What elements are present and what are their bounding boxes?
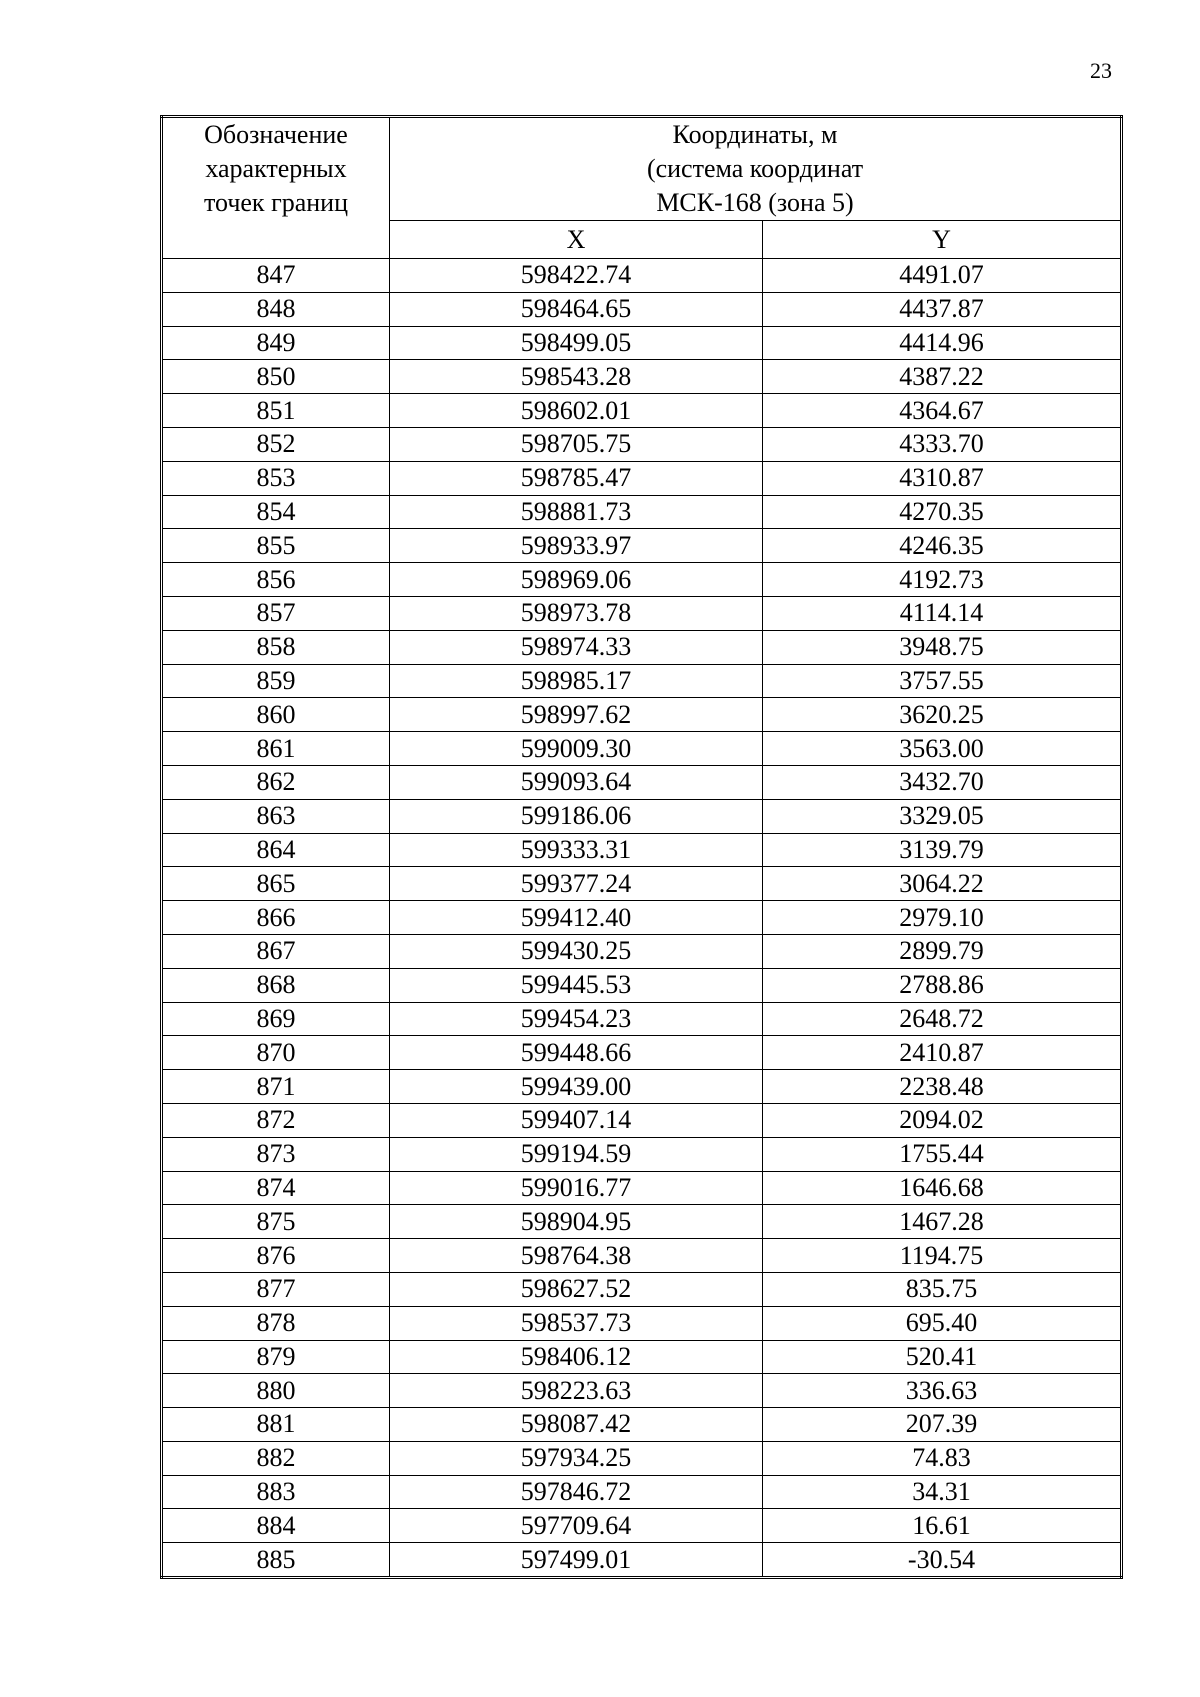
table-row [162,732,1122,766]
table-row [162,1306,1122,1340]
table-row [162,563,1122,597]
x-coordinate-cell: 599016.77 [390,1171,763,1205]
x-coordinate-cell: 598997.62 [390,698,763,732]
y-coordinate-cell: 2788.86 [763,968,1122,1002]
table-row [162,495,1122,529]
x-coordinate-cell: 598904.95 [390,1205,763,1239]
point-cell: 876 [162,1239,390,1273]
point-cell: 860 [162,698,390,732]
y-coordinate-cell: 4333.70 [763,427,1122,461]
x-coordinate-cell: 597709.64 [390,1509,763,1543]
table-row [162,1441,1122,1475]
y-coordinate-cell: 1646.68 [763,1171,1122,1205]
x-coordinate-cell: 598785.47 [390,461,763,495]
table-row [162,833,1122,867]
table-row [162,1509,1122,1543]
x-coordinate-cell: 599445.53 [390,968,763,1002]
point-cell: 853 [162,461,390,495]
x-coordinate-cell: 599439.00 [390,1070,763,1104]
table-row [162,867,1122,901]
point-cell: 864 [162,833,390,867]
point-cell: 866 [162,901,390,935]
table-row [162,1137,1122,1171]
header-row [162,117,1122,221]
point-cell: 874 [162,1171,390,1205]
table-row [162,1036,1122,1070]
x-coordinate-cell: 599454.23 [390,1002,763,1036]
x-coordinate-cell: 598881.73 [390,495,763,529]
coordinates-table [160,115,1123,1579]
point-cell: 880 [162,1374,390,1408]
x-coordinate-cell: 599009.30 [390,732,763,766]
x-coordinate-cell: 599377.24 [390,867,763,901]
point-cell: 868 [162,968,390,1002]
y-coordinate-cell: 835.75 [763,1272,1122,1306]
point-cell: 871 [162,1070,390,1104]
table-row [162,1543,1122,1578]
point-cell: 859 [162,664,390,698]
point-cell: 847 [162,259,390,293]
point-cell: 875 [162,1205,390,1239]
x-coordinate-cell: 598602.01 [390,394,763,428]
y-coordinate-cell: 3139.79 [763,833,1122,867]
x-coordinate-cell: 598537.73 [390,1306,763,1340]
table-row [162,1103,1122,1137]
point-cell: 884 [162,1509,390,1543]
point-cell: 850 [162,360,390,394]
point-cell: 854 [162,495,390,529]
point-cell: 849 [162,326,390,360]
table-row [162,1340,1122,1374]
y-coordinate-cell: 2238.48 [763,1070,1122,1104]
x-coordinate-cell: 598422.74 [390,259,763,293]
point-cell: 857 [162,596,390,630]
x-coordinate-cell: 598973.78 [390,596,763,630]
table-row [162,968,1122,1002]
table-row [162,1239,1122,1273]
table-row [162,360,1122,394]
table-row [162,664,1122,698]
x-coordinate-cell: 599194.59 [390,1137,763,1171]
point-header-line: характерных [205,154,347,183]
y-coordinate-cell: 3329.05 [763,799,1122,833]
table-row [162,461,1122,495]
y-coordinate-cell: 695.40 [763,1306,1122,1340]
table-row [162,1205,1122,1239]
page-number: 23 [1090,58,1112,83]
table-row [162,427,1122,461]
x-coordinate-cell: 599412.40 [390,901,763,935]
table-row [162,765,1122,799]
x-coordinate-cell: 599407.14 [390,1103,763,1137]
point-column-header [162,117,390,259]
y-coordinate-cell: 3948.75 [763,630,1122,664]
y-coordinate-cell: 1467.28 [763,1205,1122,1239]
table-row [162,630,1122,664]
y-coordinate-cell: 4387.22 [763,360,1122,394]
table-row [162,1475,1122,1509]
y-coordinate-cell: 336.63 [763,1374,1122,1408]
x-coordinate-cell: 599093.64 [390,765,763,799]
point-cell: 872 [162,1103,390,1137]
x-coordinate-cell: 598974.33 [390,630,763,664]
point-header-line: Обозначение [204,120,348,149]
table-row [162,1272,1122,1306]
point-cell: 855 [162,529,390,563]
point-cell: 863 [162,799,390,833]
point-cell: 865 [162,867,390,901]
y-coordinate-cell: 2899.79 [763,934,1122,968]
x-coordinate-cell: 597934.25 [390,1441,763,1475]
table-row [162,901,1122,935]
table-row [162,698,1122,732]
x-column-header: X [390,221,763,259]
y-coordinate-cell: 4192.73 [763,563,1122,597]
coordinates-header-line: (система координат [646,154,864,183]
table-row [162,1374,1122,1408]
point-cell: 869 [162,1002,390,1036]
x-coordinate-cell: 598087.42 [390,1408,763,1442]
point-cell: 881 [162,1408,390,1442]
point-cell: 856 [162,563,390,597]
y-coordinate-cell: 4491.07 [763,259,1122,293]
y-coordinate-cell: -30.54 [763,1543,1122,1578]
table-row [162,1070,1122,1104]
y-coordinate-cell: 4114.14 [763,596,1122,630]
y-coordinate-cell: 3432.70 [763,765,1122,799]
point-cell: 852 [162,427,390,461]
x-coordinate-cell: 599186.06 [390,799,763,833]
table-row [162,1171,1122,1205]
x-coordinate-cell: 597499.01 [390,1543,763,1578]
y-coordinate-cell: 2410.87 [763,1036,1122,1070]
y-coordinate-cell: 3620.25 [763,698,1122,732]
y-coordinate-cell: 4437.87 [763,292,1122,326]
x-coordinate-cell: 599333.31 [390,833,763,867]
y-coordinate-cell: 16.61 [763,1509,1122,1543]
x-coordinate-cell: 598705.75 [390,427,763,461]
table-row [162,596,1122,630]
x-coordinate-cell: 598969.06 [390,563,763,597]
table-row [162,529,1122,563]
x-coordinate-cell: 598627.52 [390,1272,763,1306]
table-row [162,1408,1122,1442]
table-row [162,394,1122,428]
x-coordinate-cell: 599430.25 [390,934,763,968]
y-coordinate-cell: 207.39 [763,1408,1122,1442]
x-coordinate-cell: 599448.66 [390,1036,763,1070]
point-cell: 882 [162,1441,390,1475]
point-cell: 861 [162,732,390,766]
coordinates-header-line: Координаты, м [672,120,838,149]
x-coordinate-cell: 598499.05 [390,326,763,360]
y-coordinate-cell: 2094.02 [763,1103,1122,1137]
y-coordinate-cell: 3064.22 [763,867,1122,901]
y-coordinate-cell: 2648.72 [763,1002,1122,1036]
y-coordinate-cell: 3757.55 [763,664,1122,698]
point-cell: 858 [162,630,390,664]
x-coordinate-cell: 598764.38 [390,1239,763,1273]
point-cell: 879 [162,1340,390,1374]
x-coordinate-cell: 598933.97 [390,529,763,563]
x-coordinate-cell: 598223.63 [390,1374,763,1408]
point-cell: 851 [162,394,390,428]
x-coordinate-cell: 598543.28 [390,360,763,394]
table-row [162,326,1122,360]
table-body [162,259,1122,1578]
y-coordinate-cell: 4270.35 [763,495,1122,529]
coordinates-column-header [390,117,1122,221]
table-row [162,292,1122,326]
point-cell: 877 [162,1272,390,1306]
table-row [162,799,1122,833]
y-coordinate-cell: 74.83 [763,1441,1122,1475]
point-cell: 870 [162,1036,390,1070]
y-coordinate-cell: 4310.87 [763,461,1122,495]
x-coordinate-cell: 598464.65 [390,292,763,326]
y-column-header: Y [763,221,1122,259]
x-coordinate-cell: 597846.72 [390,1475,763,1509]
point-cell: 878 [162,1306,390,1340]
coordinates-header-line: МСК-168 (зона 5) [656,188,854,217]
point-header-line: точек границ [203,188,349,217]
table-row [162,1002,1122,1036]
y-coordinate-cell: 34.31 [763,1475,1122,1509]
x-coordinate-cell: 598985.17 [390,664,763,698]
table-row [162,934,1122,968]
y-coordinate-cell: 2979.10 [763,901,1122,935]
y-coordinate-cell: 1755.44 [763,1137,1122,1171]
point-cell: 873 [162,1137,390,1171]
point-cell: 848 [162,292,390,326]
point-cell: 883 [162,1475,390,1509]
y-coordinate-cell: 3563.00 [763,732,1122,766]
x-coordinate-cell: 598406.12 [390,1340,763,1374]
y-coordinate-cell: 4364.67 [763,394,1122,428]
point-cell: 862 [162,765,390,799]
point-cell: 867 [162,934,390,968]
y-coordinate-cell: 520.41 [763,1340,1122,1374]
y-coordinate-cell: 4246.35 [763,529,1122,563]
y-coordinate-cell: 4414.96 [763,326,1122,360]
table-row [162,259,1122,293]
point-cell: 885 [162,1543,390,1578]
y-coordinate-cell: 1194.75 [763,1239,1122,1273]
